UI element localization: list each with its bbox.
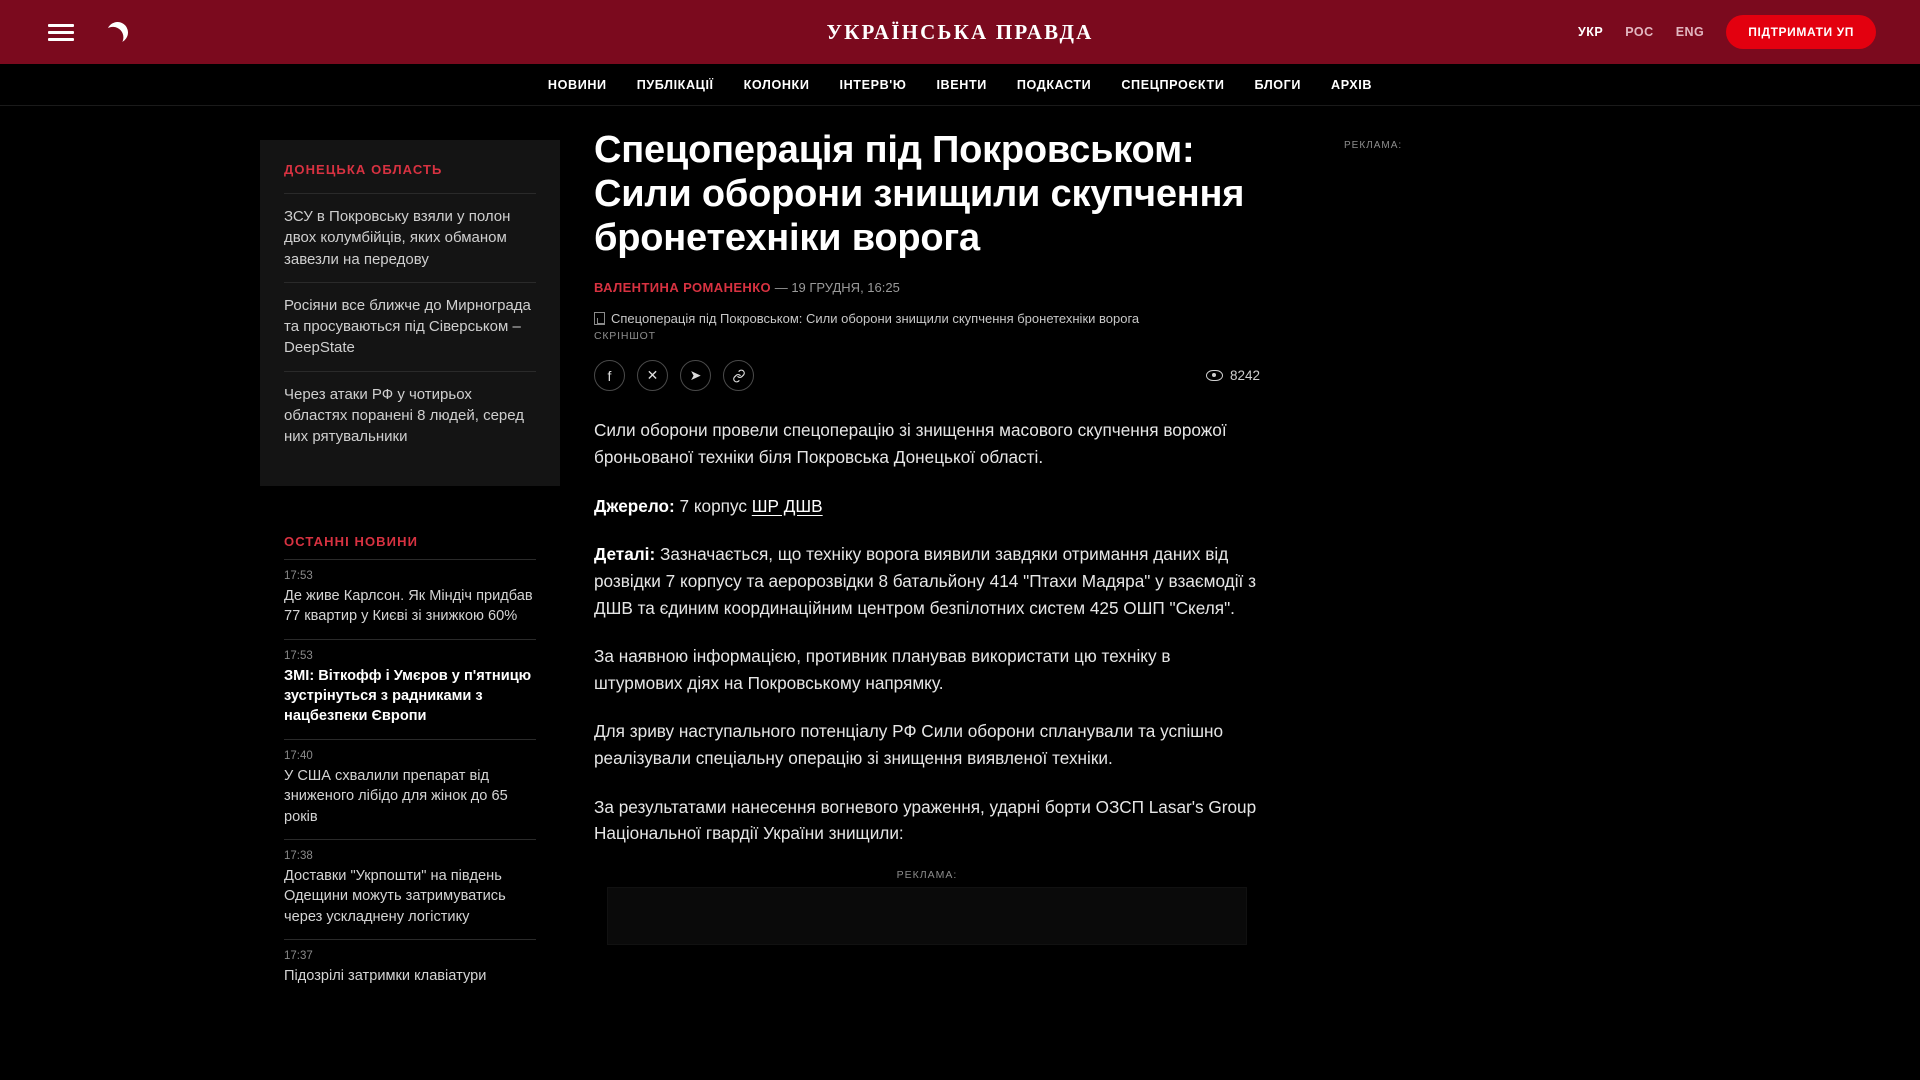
main-navigation bbox=[0, 64, 1920, 106]
list-item[interactable] bbox=[284, 839, 536, 939]
article-paragraph: За результатами нанесення вогневого ураження, ударні борти ОЗСП Lasar's Group Національної гвардії України знищили: bbox=[594, 796, 1257, 844]
paragraph-lead: Деталі: bbox=[594, 544, 656, 565]
sidebar bbox=[260, 106, 560, 1080]
lang-switch-ukr[interactable]: УКР bbox=[1578, 25, 1604, 39]
region-news-item[interactable]: Росіяни все ближче до Мирнограда та просуваються під Сіверськом – DeepState bbox=[284, 282, 536, 371]
header-left-controls bbox=[44, 15, 134, 49]
inline-ad-label: РЕКЛАМА: bbox=[896, 869, 958, 882]
article-paragraph: Сили оборони провели спецоперацію зі знищення масового скупчення ворожої броньованої техніки біля Покровська Донецької області. bbox=[594, 420, 1227, 467]
lang-switch-rus[interactable]: РОС bbox=[1625, 25, 1654, 39]
article-main bbox=[560, 106, 1320, 1080]
left-gutter bbox=[0, 106, 260, 1080]
list-item-time: 17:53 bbox=[284, 569, 313, 582]
article-paragraph: Для зриву наступального потенціалу РФ Сили оборони спланували та успішно реалізували спеціальну операцію зі знищення виявленої техніки. bbox=[594, 721, 1224, 769]
copy-link-icon[interactable] bbox=[723, 360, 754, 391]
nav-item-specprojects[interactable]: СПЕЦПРОЄКТИ bbox=[1121, 77, 1225, 92]
view-counter bbox=[1206, 368, 1260, 383]
list-item-title: Підозрілі затримки клавіатури bbox=[284, 968, 487, 985]
nav-item-archive[interactable]: АРХІВ bbox=[1331, 77, 1373, 92]
list-item-time: 17:40 bbox=[284, 749, 313, 762]
list-item-title: ЗМІ: Віткофф і Умєров у п'ятницю зустрінуться з радниками з нацбезпеки Європи bbox=[284, 667, 532, 725]
latest-block-title: ОСТАННІ НОВИНИ bbox=[284, 533, 419, 549]
article-paragraph-details bbox=[594, 541, 1260, 621]
list-item-time: 17:37 bbox=[284, 950, 313, 963]
nav-item-podcasts[interactable]: ПОДКАСТИ bbox=[1016, 77, 1092, 92]
page-body bbox=[0, 106, 1920, 1080]
broken-image-icon bbox=[594, 312, 605, 325]
list-item[interactable] bbox=[284, 559, 536, 639]
list-item[interactable] bbox=[284, 939, 536, 998]
region-news-item[interactable]: Через атаки РФ у чотирьох областях поранені 8 людей, серед них рятувальники bbox=[284, 371, 536, 460]
top-header-bar bbox=[0, 0, 1920, 64]
support-up-button[interactable]: ПІДТРИМАТИ УП bbox=[1726, 15, 1876, 49]
hamburger-icon bbox=[48, 20, 74, 45]
list-item-time: 17:53 bbox=[284, 649, 313, 662]
telegram-share-icon[interactable]: ➤ bbox=[680, 360, 711, 391]
list-item[interactable] bbox=[284, 639, 536, 739]
article-headline: Спецоперація під Покровськом: Сили оборони знищили скупчення бронетехніки ворога bbox=[594, 129, 1245, 260]
nav-item-columns[interactable]: КОЛОНКИ bbox=[743, 77, 810, 92]
paragraph-lead: Джерело: bbox=[594, 495, 675, 516]
article-image-broken bbox=[594, 311, 1260, 326]
eye-icon bbox=[1206, 370, 1223, 381]
latest-news-block bbox=[260, 534, 560, 999]
list-item-title: Де живе Карлсон. Як Міндіч придбав 77 квартир у Києві зі знижкою 60% bbox=[284, 587, 533, 625]
article-paragraph-source bbox=[594, 493, 1260, 520]
nav-item-interviews[interactable]: ІНТЕРВ'Ю bbox=[839, 77, 907, 92]
region-news-item[interactable]: ЗСУ в Покровську взяли у полон двох колумбійців, яких обманом завезли на передову bbox=[284, 193, 536, 282]
article-paragraph: За наявною інформацією, противник планував використати цю техніку в штурмових діях на Покровському напрямку. bbox=[594, 646, 1171, 693]
article-image-alt: Спецоперація під Покровськом: Сили оборони знищили скупчення бронетехніки ворога bbox=[611, 311, 1140, 327]
site-logo-text: УКРАЇНСЬКА ПРАВДА bbox=[826, 19, 1094, 44]
twitter-x-share-icon[interactable]: ✕ bbox=[637, 360, 668, 391]
article-byline bbox=[594, 280, 1260, 295]
article-timestamp: — 19 ГРУДНЯ, 16:25 bbox=[774, 280, 900, 296]
article-author[interactable]: ВАЛЕНТИНА РОМАНЕНКО bbox=[594, 280, 772, 296]
region-news-block bbox=[260, 140, 560, 486]
share-row bbox=[594, 360, 1260, 391]
nav-item-publications[interactable]: ПУБЛІКАЦІЇ bbox=[636, 77, 714, 92]
list-item-title: Доставки "Укрпошти" на південь Одещини можуть затримуватись через ускладнену логістику bbox=[284, 868, 506, 925]
source-link[interactable]: ШР ДШВ bbox=[751, 495, 823, 516]
paragraph-text: Зазначається, що техніку ворога виявили завдяки отримання даних від розвідки 7 корпусу та аеророзвідки 8 батальйону 414 "Птахи Мадяра" у взаємодії з ДШВ та єдиним координаційним центром безпілотних систем 425 ОШП "Скеля". bbox=[594, 544, 1256, 618]
region-block-title: ДОНЕЦЬКА ОБЛАСТЬ bbox=[284, 162, 443, 177]
facebook-share-icon[interactable]: f bbox=[594, 360, 625, 391]
moon-icon bbox=[104, 19, 131, 46]
theme-toggle-button[interactable] bbox=[100, 15, 134, 49]
list-item[interactable] bbox=[284, 739, 536, 839]
nav-item-news[interactable]: НОВИНИ bbox=[547, 77, 607, 92]
nav-item-events[interactable]: ІВЕНТИ bbox=[936, 77, 987, 92]
inline-ad-slot[interactable] bbox=[607, 887, 1247, 945]
list-item-title: У США схвалили препарат від зниженого лібідо для жінок до 65 років bbox=[284, 767, 508, 825]
list-item-time: 17:38 bbox=[284, 850, 313, 863]
article-image-caption: СКРІНШОТ bbox=[594, 330, 656, 343]
lang-switch-eng[interactable]: ENG bbox=[1675, 25, 1705, 39]
nav-item-blogs[interactable]: БЛОГИ bbox=[1254, 77, 1302, 92]
header-right-controls bbox=[1578, 15, 1876, 49]
rail-ad-label: РЕКЛАМА: bbox=[1344, 140, 1403, 151]
hamburger-menu-button[interactable] bbox=[44, 15, 78, 49]
paragraph-text: 7 корпус bbox=[674, 495, 752, 516]
right-rail bbox=[1320, 106, 1740, 1080]
view-count-value: 8242 bbox=[1229, 368, 1260, 384]
